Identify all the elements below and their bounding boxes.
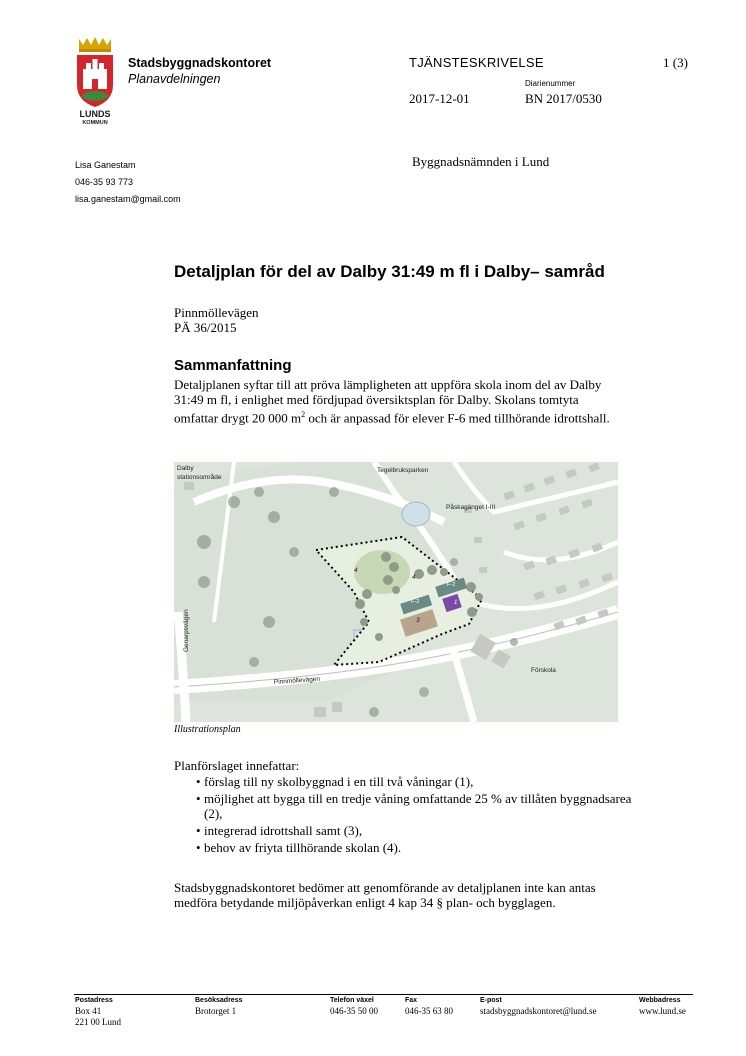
label-road-vertical: Genarpsvägen	[183, 609, 190, 652]
list-intro: Planförslaget innefattar:	[174, 758, 300, 773]
footer-epost[interactable]: stadsbyggnadskontoret@lund.se	[480, 1006, 597, 1016]
division-name: Planavdelningen	[128, 72, 221, 86]
document-date: 2017-12-01	[409, 91, 470, 106]
label-area: Påskagänget I-III	[446, 504, 496, 511]
footer-telefon: 046-35 50 00	[330, 1006, 378, 1016]
footer-besok-label: Besöksadress	[195, 997, 243, 1004]
label-zone-4a: 4	[354, 567, 358, 574]
contact-email[interactable]: lisa.ganestam@gmail.com	[75, 194, 181, 204]
logo-text-1: LUNDS	[79, 109, 111, 119]
logo-text-2: KOMMUN	[82, 120, 108, 125]
summary-text-2: och är anpassad för elever F-6 med tillhörande idrottshall.	[305, 410, 610, 426]
subtitle-street: Pinnmöllevägen	[174, 305, 259, 320]
bullet-icon: •	[196, 791, 201, 806]
bullet-icon: •	[196, 774, 201, 789]
recipient: Byggnadsnämnden i Lund	[412, 154, 550, 169]
proposal-list	[174, 774, 634, 857]
diarie-label: Diarienummer	[525, 79, 576, 88]
document-type: TJÄNSTESKRIVELSE	[409, 55, 544, 70]
label-zone-3: 3	[416, 617, 420, 624]
label-road-main: Pinnmöllevägen	[273, 675, 321, 686]
document-title: Detaljplan för del av Dalby 31:49 m fl i Dalby– samråd	[174, 262, 605, 281]
footer-webb[interactable]: www.lund.se	[639, 1006, 686, 1016]
conclusion-paragraph: Stadsbyggnadskontoret bedömer att genomförande av detaljplanen inte kan antas medföra betydande miljöpåverkan enligt 4 kap 34 § plan- och bygglagen.	[174, 880, 596, 910]
lunds-kommun-logo	[73, 35, 117, 125]
page-number: 1 (3)	[663, 55, 688, 70]
summary-sup: 2	[301, 410, 306, 419]
list-item: • behov av friyta tillhörande skolan (4).	[196, 840, 402, 855]
contact-name: Lisa Ganestam	[75, 160, 136, 170]
footer-postadress: Box 41 221 00 Lund	[75, 1006, 121, 1027]
footer-webb-label: Webbadress	[639, 997, 681, 1004]
list-item: • möjlighet att bygga till en tredje våning omfattande 25 % av tillåten byggnadsarea (2),	[196, 791, 632, 821]
label-zone-1: 1	[454, 600, 458, 606]
subtitle-reference: PÄ 36/2015	[174, 320, 237, 335]
footer-fax: 046-35 63 80	[405, 1006, 453, 1016]
contact-phone: 046-35 93 773	[75, 177, 134, 187]
summary-heading: Sammanfattning	[174, 357, 292, 374]
label-preschool: Förskola	[531, 667, 556, 674]
bullet-icon: •	[196, 840, 201, 855]
label-station-2: stationsområde	[177, 474, 222, 481]
label-zone-2b: F-2	[447, 582, 456, 588]
label-zone-2a: F-2	[411, 599, 420, 605]
bullet-icon: •	[196, 823, 201, 838]
label-park: Tegelbruksparken	[377, 467, 429, 474]
illustration-plan-map	[174, 462, 618, 722]
list-item: • integrerad idrottshall samt (3),	[196, 823, 363, 838]
footer-postadress-label: Postadress	[75, 997, 113, 1004]
footer-divider	[74, 994, 693, 995]
diarie-number: BN 2017/0530	[525, 91, 602, 106]
footer-besok: Brotorget 1	[195, 1006, 237, 1016]
summary-paragraph	[174, 377, 624, 425]
footer-fax-label: Fax	[405, 997, 418, 1004]
label-station-1: Dalby	[177, 465, 194, 472]
footer-telefon-label: Telefon växel	[330, 997, 374, 1004]
summary-text-1: Detaljplanen syftar till att pröva lämpligheten att uppföra skola inom del av Dalby 31:49 m fl, i enlighet med fördjupad översiktsplan för Dalby. Skolans tomtyta omfattar drygt 20 000 m	[174, 377, 602, 426]
footer-epost-label: E-post	[480, 997, 502, 1004]
department-name: Stadsbyggnadskontoret	[128, 56, 272, 70]
label-zone-4b: 4	[412, 574, 416, 581]
list-item: • förslag till ny skolbyggnad i en till två våningar (1),	[196, 774, 474, 789]
figure-caption: Illustrationsplan	[174, 724, 241, 735]
